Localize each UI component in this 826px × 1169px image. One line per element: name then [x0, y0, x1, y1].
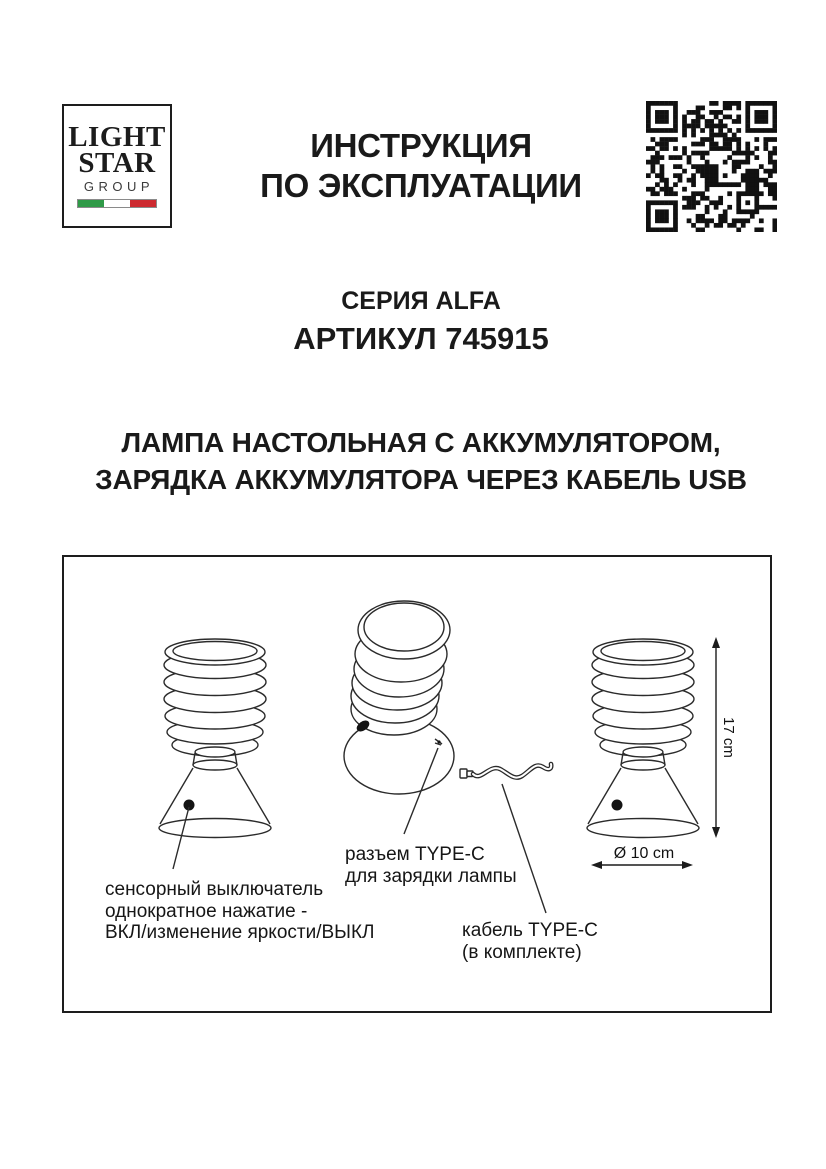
height-dimension-arrow [712, 637, 720, 838]
page-title [8, 121, 826, 206]
type-c-port-label-line2: для зарядки лампы [345, 865, 517, 887]
lamp-tilted-view [344, 601, 454, 794]
product-description-line1: ЛАМПА НАСТОЛЬНАЯ С АККУМУЛЯТОРОМ, [121, 427, 721, 458]
type-c-cable-label [462, 920, 598, 963]
type-c-cable [460, 764, 551, 778]
touch-switch-label [105, 879, 375, 944]
diameter-dimension-label: Ø 10 cm [613, 845, 675, 862]
type-c-port-label-line1: разъем TYPE-C [345, 844, 485, 865]
switch-leader-line [173, 807, 189, 869]
type-c-cable-label-line2: (в комплекте) [462, 941, 582, 963]
touch-switch-label-line3: ВКЛ/изменение яркости/ВЫКЛ [105, 922, 375, 943]
page-title-line1: ИНСТРУКЦИЯ [310, 127, 532, 164]
touch-switch-label-line1: сенсорный выключатель [105, 879, 324, 900]
product-description [8, 424, 826, 498]
height-dimension-label: 17 cm [720, 717, 737, 758]
type-c-port-label [345, 844, 517, 887]
touch-switch-label-line2: однократное нажатие - [105, 900, 308, 922]
diagram-frame [62, 555, 772, 1013]
product-description-line2: ЗАРЯДКА АККУМУЛЯТОРА ЧЕРЕЗ КАБЕЛЬ USB [95, 464, 747, 495]
page-title-line2: ПО ЭКСПЛУАТАЦИИ [260, 167, 582, 204]
lamp-dimension-view [587, 639, 699, 838]
logo-star: STAR [78, 147, 156, 179]
article-number: АРТИКУЛ 745915 [293, 321, 549, 356]
type-c-cable-label-line1: кабель TYPE-C [462, 920, 598, 941]
series-name: СЕРИЯ ALFA [341, 287, 501, 315]
lamp-front-view [159, 639, 271, 838]
logo-group: GROUP [83, 179, 155, 194]
logo-light: LIGHT [68, 121, 166, 153]
